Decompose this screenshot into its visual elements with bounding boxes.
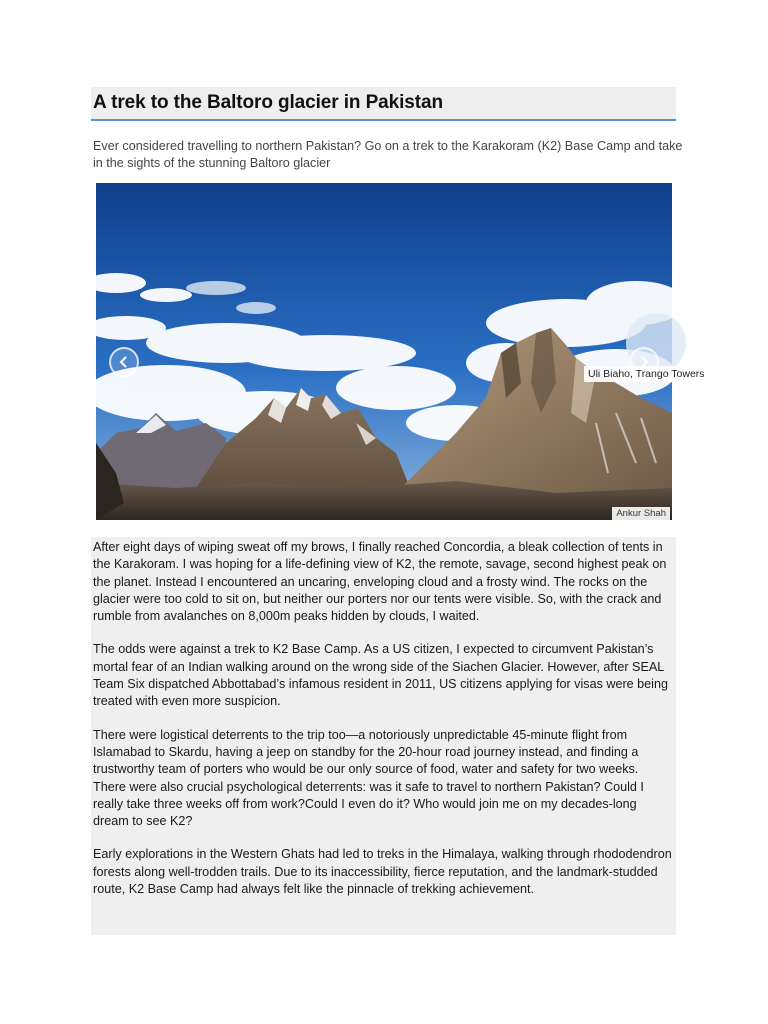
- article-title-bar: [91, 87, 676, 121]
- article-title: A trek to the Baltoro glacier in Pakistan: [93, 92, 443, 113]
- article-paragraph: After eight days of wiping sweat off my brows, I finally reached Concordia, a bleak collection of tents in the Karakoram. I was hoping for a life-defining view of K2, the remote, savage, second highest peak on the planet. Instead I encountered an uncaring, enveloping cloud and a frosty wind. The rocks on the glacier were too cold to sit on, but neither our porters nor our tents were visible. So, with the crack and rumble from avalanches on 8,000m peaks hidden by clouds, I waited.: [93, 540, 667, 624]
- image-caption: Uli Biaho, Trango Towers: [584, 366, 676, 382]
- article-body: [91, 537, 676, 935]
- article-subtitle: Ever considered travelling to northern Pakistan? Go on a trek to the Karakoram (K2) Base Camp and take in the sights of the stunning Baltoro glacier: [93, 139, 683, 170]
- photo-credit: Ankur Shah: [612, 507, 670, 520]
- chevron-left-icon: [118, 356, 130, 368]
- article-paragraph: There were logistical deterrents to the trip too—a notoriously unpredictable 45-minute flight from Islamabad to Skardu, having a jeep on standby for the 20-hour road journey instead, and finding a trustworthy team of porters who would be our only source of food, water and safety for two weeks. There were also crucial psychological deterrents: was it safe to travel to northern Pakistan? Could I really take three weeks off from work?Could I even do it? Who would join me on my decades-long dream to see K2?: [93, 727, 644, 829]
- article-paragraph: Early explorations in the Western Ghats had led to treks in the Himalaya, walking through rhododendron forests along well-trodden trails. Due to its inaccessibility, fierce reputation, and the landmark-studded route, K2 Base Camp had always felt like the pinnacle of trekking achievement.: [93, 847, 672, 897]
- mountain-photo: [96, 183, 672, 520]
- previous-slide-button[interactable]: [109, 347, 139, 377]
- article-paragraph: The odds were against a trek to K2 Base Camp. As a US citizen, I expected to circumvent Pakistan’s mortal fear of an Indian walking around on the wrong side of the Siachen Glacier. However, after SEAL Team Six dispatched Abbottabad’s infamous resident in 2011, US citizens applying for visas were being treated with even more suspicion.: [93, 642, 668, 709]
- hero-image-slider: [96, 183, 705, 520]
